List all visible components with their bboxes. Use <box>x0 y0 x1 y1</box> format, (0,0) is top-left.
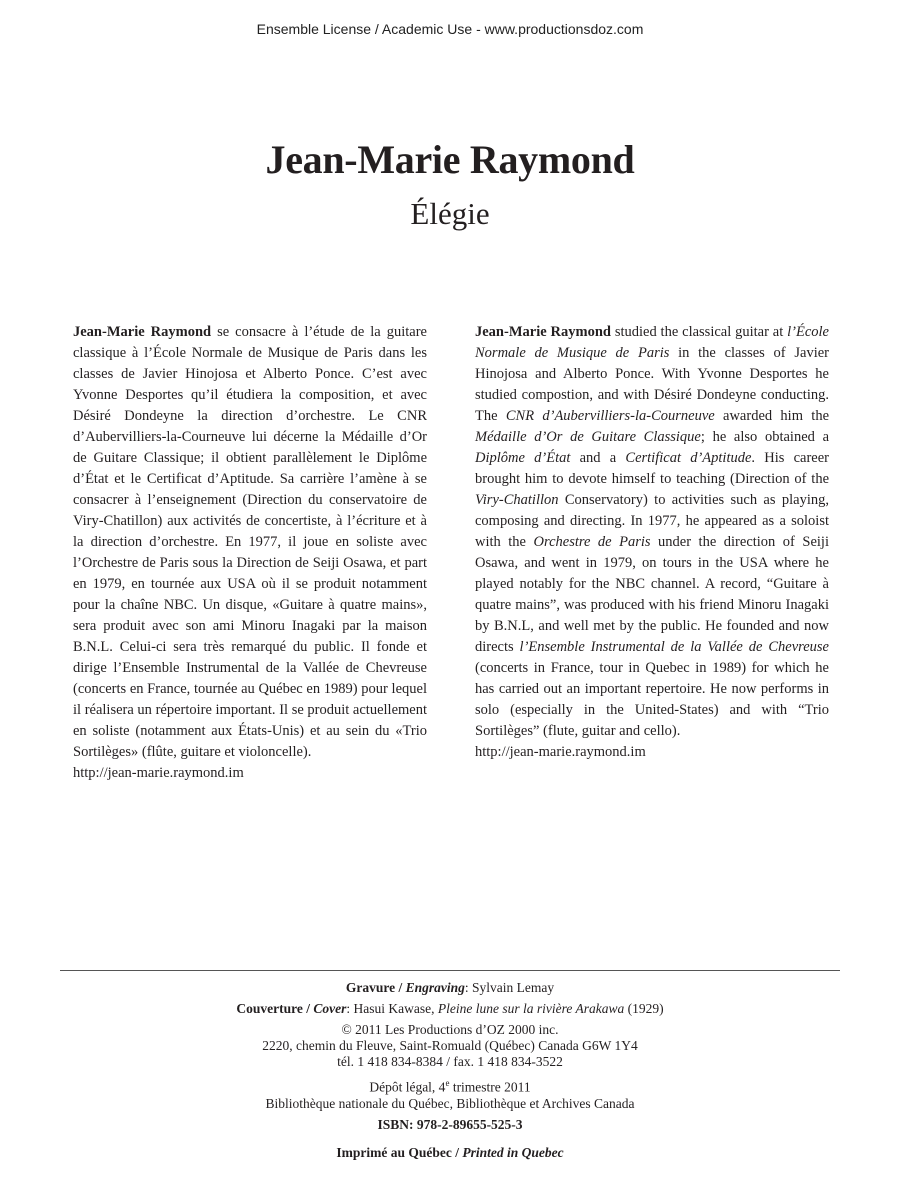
bio-en-name: Jean-Marie Raymond <box>475 324 611 340</box>
isbn-line <box>0 1117 900 1133</box>
depot-sup: e <box>445 1078 450 1088</box>
publisher-info <box>0 1022 900 1070</box>
bio-fr-url[interactable]: http://jean-marie.raymond.im <box>73 765 244 781</box>
biography-french <box>73 322 427 784</box>
address-line: 2220, chemin du Fleuve, Saint-Romuald (Québec) Canada G6W 1Y4 <box>262 1038 638 1053</box>
depot-pre: Dépôt légal, 4 <box>369 1079 446 1095</box>
bio-en-t2: in the classes of Javier Hinojosa and Alberto Ponce. With Yvonne Desportes he studied compostion, and with Désiré Dondeyne conducting. The <box>475 345 829 424</box>
biography-english <box>475 322 829 763</box>
engraving-label-en: Engraving <box>405 980 465 995</box>
cover-label-fr: Couverture / <box>236 1001 314 1016</box>
bio-en-t8: under the direction of Seiji Osawa, and went in 1979, on tours in the USA where he played notably for the NBC channel. A record, “Guitare à quatre mains”, was produced with his friend Minoru Inagaki by B.N.L, and well met by the public. He founded and now directs <box>475 534 829 655</box>
cover-text: : Hasui Kawase, <box>346 1001 438 1016</box>
bio-en-i2: CNR d’Aubervilliers-la-Courneuve <box>505 408 715 424</box>
cover-credit <box>0 1001 900 1017</box>
printed-label-fr: Imprimé au Québec / <box>336 1144 463 1160</box>
cover-label-en: Cover <box>313 1001 347 1016</box>
credits-block <box>0 980 900 1161</box>
bio-en-i4: Diplôme d’État <box>475 450 571 466</box>
bio-fr-body: se consacre à l’étude de la guitare classique à l’École Normale de Musique de Paris dans les classes de Javier Hinojosa et Alberto Ponce. C’est avec Yvonne Desportes qu’il étudiera la composition, et avec Désiré Dondeyne la direction d’orchestre. Le CNR d’Aubervilliers-la-Courneuve lui décerne la Médaille d’Or de Guitare Classique; il obtient parallèlement le Diplôme d’État et le Certificat d’Aptitude. Sa carrière l’amène à se consacrer à l’enseignement (Direction du conservatoire de Viry-Chatillon) aux activités de concertiste, à l’écriture et à la direction d’orchestre. En 1977, il joue en soliste avec l’Orchestre de Paris sous la Direction de Seiji Osawa, et part en 1979, en tournée aux USA où il se produit notamment pour la chaîne NBC. Un disque, «Guitare à quatre mains», sera produit avec son ami Minoru Inagaki par la maison B.N.L. Celui-ci sera très remarqué du public. Il fonde et dirige l’Ensemble Instrumental de la Vallée de Chevreuse (concerts en France, tournée au Québec en 1989) pour lequel il réalisera un répertoire important. Il se produit actuellement en soliste (notamment aux États-Unis) et au sein du «Trio Sortilèges» (flûte, guitare et violoncelle). <box>73 324 427 760</box>
bio-en-i5: Certificat d’Aptitude <box>625 450 752 466</box>
cover-title: Pleine lune sur la rivière Arakawa <box>437 1001 625 1016</box>
footer-divider <box>60 970 840 971</box>
bio-fr-name: Jean-Marie Raymond <box>73 324 212 340</box>
biography-french-text <box>73 322 427 763</box>
bio-en-t3: awarded him the <box>714 408 830 424</box>
bio-en-t5: and a <box>570 450 626 466</box>
bio-en-t6: . His career brought him to devote himself to teaching (Direction of the <box>475 450 829 487</box>
bio-en-i3: Médaille d’Or de Guitare Classique <box>475 429 701 445</box>
bio-en-t7: Conservatory) to activities such as playing, composing and directing. In 1977, he appeared as a soloist with the <box>475 492 829 550</box>
bio-en-url[interactable]: http://jean-marie.raymond.im <box>475 744 646 760</box>
isbn-value: ISBN: 978-2-89655-525-3 <box>377 1116 523 1132</box>
piece-title: Élégie <box>410 196 490 231</box>
printed-line <box>0 1145 900 1161</box>
cover-year: (1929) <box>624 1001 664 1016</box>
bio-en-i1: l’École Normale de Musique de Paris <box>475 324 829 361</box>
library-line: Bibliothèque nationale du Québec, Bibliothèque et Archives Canada <box>265 1095 635 1111</box>
depot-post: trimestre 2011 <box>449 1079 531 1095</box>
printed-label-en: Printed in Quebec <box>462 1144 564 1160</box>
bio-en-i7: Orchestre de Paris <box>533 534 651 550</box>
bio-en-t4: ; he also obtained a <box>700 429 829 445</box>
phone-line: tél. 1 418 834-8384 / fax. 1 418 834-3522 <box>337 1054 563 1069</box>
biography-english-text <box>475 322 829 742</box>
bio-en-i6: Viry-Chatillon <box>475 492 559 508</box>
composer-title: Jean-Marie Raymond <box>265 137 635 182</box>
legal-deposit <box>0 1075 900 1112</box>
engraving-credit <box>0 980 900 996</box>
license-header: Ensemble License / Academic Use - www.productionsdoz.com <box>256 21 644 37</box>
bio-en-i8: l’Ensemble Instrumental de la Vallée de Chevreuse <box>519 639 829 655</box>
depot-line <box>0 1075 900 1096</box>
copyright-line: © 2011 Les Productions d’OZ 2000 inc. <box>341 1022 559 1037</box>
bio-en-t9: (concerts in France, tour in Quebec in 1989) for which he has carried out an important repertoire. He now performs in solo (especially in the United-States) and with “Trio Sortilèges” (flute, guitar and cello). <box>475 660 829 739</box>
engraving-label-fr: Gravure / <box>345 980 406 995</box>
bio-en-t1: studied the classical guitar at <box>610 324 788 340</box>
engraving-value: : Sylvain Lemay <box>464 980 555 995</box>
